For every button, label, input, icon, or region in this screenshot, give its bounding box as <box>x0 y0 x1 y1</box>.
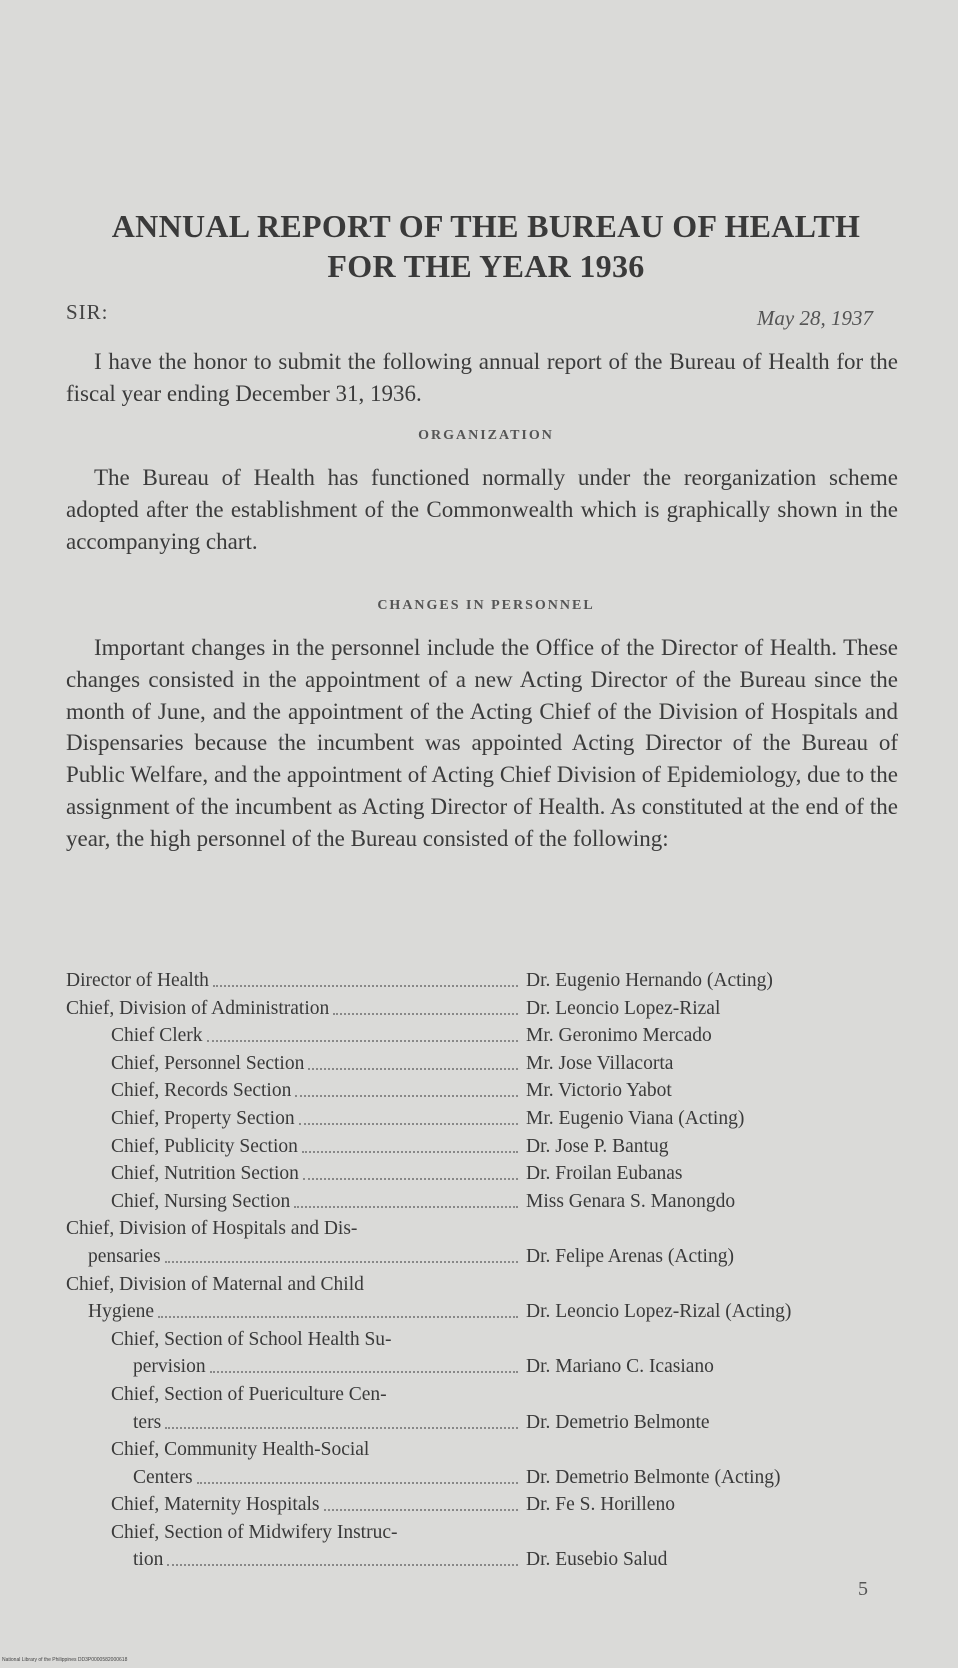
dot-leader <box>295 1095 518 1097</box>
position-title: Hygiene <box>88 1301 155 1323</box>
position-title: Chief, Division of Administration <box>66 997 330 1019</box>
personnel-entry-label <box>66 1384 926 1412</box>
title-line-2: FOR THE YEAR 1936 <box>327 248 645 284</box>
position-title: Director of Health <box>66 970 209 991</box>
position-title: Chief, Community Health-Social <box>111 1439 370 1461</box>
report-title <box>60 206 912 286</box>
position-title: ters <box>133 1411 162 1433</box>
personnel-entry <box>66 1467 926 1495</box>
position-title: Chief, Section of School Health Su- <box>111 1328 392 1350</box>
official-name: Dr. Leoncio Lopez-Rizal (Acting) <box>526 1301 792 1323</box>
personnel-list <box>66 970 926 1577</box>
dot-leader <box>207 1040 518 1042</box>
position-title: pervision <box>133 1356 206 1378</box>
organization-heading: ORGANIZATION <box>418 428 554 443</box>
intro-paragraph: I have the honor to submit the following annual report of the Bureau of Health for the fiscal year ending December 31, 1936. <box>66 349 898 406</box>
personnel-entry-label <box>66 1329 926 1357</box>
personnel-paragraph: Important changes in the personnel include the Office of the Director of Health. These changes consisted in the appointment of a new Acting Director of the Bureau since the month of June, and the appointment of the Acting Chief of the Division of Hospitals and Dispensaries because the incumbent was appointed Acting Director of the Bureau of Public Welfare, and the appointment of Acting Chief Division of Epidemiology, due to the assignment of the incumbent as Acting Director of Health. As constituted at the end of the year, the high personnel of the Bureau consisted of the following: <box>66 635 898 851</box>
official-name: Dr. Jose P. Bantug <box>526 1135 669 1157</box>
personnel-entry-label <box>66 1274 926 1302</box>
personnel-entry <box>66 1025 926 1053</box>
position-title: Chief, Division of Hospitals and Dis- <box>66 1218 358 1240</box>
official-name: Dr. Fe S. Horilleno <box>526 1494 675 1516</box>
personnel-entry-label <box>66 1522 926 1550</box>
position-title: Chief, Nursing Section <box>111 1190 291 1212</box>
official-name: Dr. Demetrio Belmonte <box>526 1411 710 1433</box>
personnel-entry <box>66 1412 926 1440</box>
dot-leader <box>167 1564 518 1566</box>
dot-leader <box>303 1178 518 1180</box>
official-name: Dr. Leoncio Lopez-Rizal <box>526 997 721 1019</box>
personnel-entry <box>66 1246 926 1274</box>
archive-footer: National Library of the Philippines DD3P0000582000618 <box>2 1657 128 1663</box>
dot-leader <box>165 1427 518 1429</box>
position-title: Chief, Section of Puericulture Cen- <box>111 1383 387 1405</box>
official-name: Mr. Jose Villacorta <box>526 1052 674 1074</box>
personnel-heading: CHANGES IN PERSONNEL <box>377 598 595 613</box>
position-title: Chief Clerk <box>111 1025 203 1047</box>
position-title: Chief, Nutrition Section <box>111 1163 299 1185</box>
page-number: 5 <box>858 1578 868 1600</box>
personnel-entry <box>66 970 926 998</box>
dot-leader <box>299 1123 518 1125</box>
official-name: Dr. Eusebio Salud <box>526 1549 668 1571</box>
dot-leader <box>210 1371 518 1373</box>
position-title: Chief, Division of Maternal and Child <box>66 1273 364 1295</box>
official-name: Dr. Mariano C. Icasiano <box>526 1356 714 1378</box>
dot-leader <box>324 1509 518 1511</box>
position-title: Chief, Section of Midwifery Instruc- <box>111 1521 398 1543</box>
personnel-entry <box>66 1356 926 1384</box>
position-title: Chief, Maternity Hospitals <box>111 1494 320 1516</box>
official-name: Dr. Felipe Arenas (Acting) <box>526 1245 734 1267</box>
personnel-entry <box>66 1191 926 1219</box>
position-title: Chief, Records Section <box>111 1080 292 1102</box>
official-name: Mr. Geronimo Mercado <box>526 1025 712 1047</box>
official-name: Dr. Demetrio Belmonte (Acting) <box>526 1466 781 1488</box>
position-title: Chief, Property Section <box>111 1107 295 1129</box>
dot-leader <box>308 1068 518 1070</box>
position-title: Chief, Personnel Section <box>111 1052 305 1074</box>
position-title: tion <box>133 1549 164 1571</box>
dot-leader <box>197 1482 518 1484</box>
official-name: Dr. Froilan Eubanas <box>526 1163 683 1185</box>
official-name: Mr. Victorio Yabot <box>526 1080 672 1102</box>
organization-paragraph: The Bureau of Health has functioned normally under the reorganization scheme adopted after the establishment of the Commonwealth which is graphically shown in the accompanying chart. <box>66 465 898 554</box>
personnel-entry <box>66 1494 926 1522</box>
personnel-entry <box>66 1136 926 1164</box>
personnel-entry <box>66 1549 926 1577</box>
dot-leader <box>302 1151 518 1153</box>
personnel-entry <box>66 1080 926 1108</box>
official-name: Dr. Eugenio Hernando (Acting) <box>526 970 773 991</box>
personnel-entry-label <box>66 1439 926 1467</box>
personnel-entry <box>66 1053 926 1081</box>
personnel-entry <box>66 1163 926 1191</box>
position-title: pensaries <box>88 1245 161 1267</box>
letter-date: May 28, 1937 <box>756 306 873 330</box>
dot-leader <box>333 1013 518 1015</box>
dot-leader <box>294 1206 518 1208</box>
personnel-entry <box>66 998 926 1026</box>
personnel-entry-label <box>66 1218 926 1246</box>
dot-leader <box>165 1261 518 1263</box>
personnel-entry <box>66 1301 926 1329</box>
official-name: Mr. Eugenio Viana (Acting) <box>526 1107 745 1129</box>
title-line-1: ANNUAL REPORT OF THE BUREAU OF HEALTH <box>111 208 861 244</box>
dot-leader <box>213 985 518 987</box>
personnel-entry <box>66 1108 926 1136</box>
salutation: SIR: <box>66 300 109 324</box>
official-name: Miss Genara S. Manongdo <box>526 1190 736 1212</box>
position-title: Centers <box>133 1466 193 1488</box>
dot-leader <box>158 1316 518 1318</box>
position-title: Chief, Publicity Section <box>111 1135 298 1157</box>
